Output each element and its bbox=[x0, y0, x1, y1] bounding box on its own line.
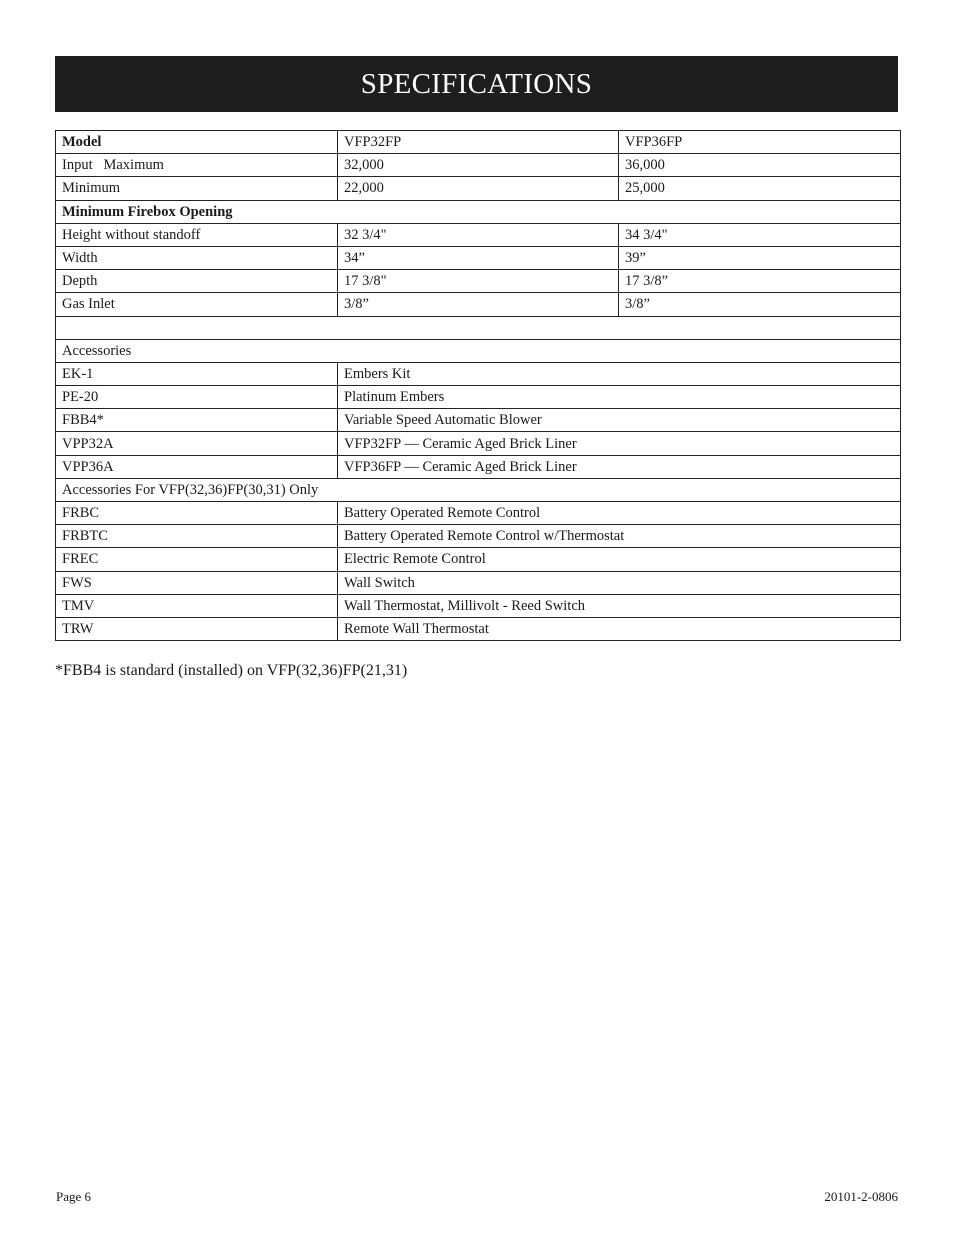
accessory-description: Remote Wall Thermostat bbox=[338, 617, 901, 640]
table-row bbox=[56, 154, 901, 177]
row-label: Depth bbox=[56, 270, 338, 293]
accessory-description: Battery Operated Remote Control bbox=[338, 502, 901, 525]
accessories-heading: Accessories bbox=[56, 339, 901, 362]
table-cell: 39” bbox=[619, 246, 901, 269]
table-cell: 22,000 bbox=[338, 177, 619, 200]
table-cell: 17 3/8" bbox=[338, 270, 619, 293]
table-cell: 25,000 bbox=[619, 177, 901, 200]
table-cell: 36,000 bbox=[619, 154, 901, 177]
row-label: Width bbox=[56, 246, 338, 269]
accessory-description: Battery Operated Remote Control w/Thermostat bbox=[338, 525, 901, 548]
table-row bbox=[56, 409, 901, 432]
accessory-description: Embers Kit bbox=[338, 362, 901, 385]
accessory-code: FRBC bbox=[56, 502, 338, 525]
table-row bbox=[56, 246, 901, 269]
accessory-code: VPP36A bbox=[56, 455, 338, 478]
accessory-description: Wall Switch bbox=[338, 571, 901, 594]
accessory-code: FBB4* bbox=[56, 409, 338, 432]
accessory-code: PE-20 bbox=[56, 386, 338, 409]
table-row bbox=[56, 386, 901, 409]
accessory-description: Platinum Embers bbox=[338, 386, 901, 409]
table-cell: 34” bbox=[338, 246, 619, 269]
accessory-code: FREC bbox=[56, 548, 338, 571]
row-label: Minimum bbox=[56, 177, 338, 200]
table-row bbox=[56, 432, 901, 455]
table-row bbox=[56, 502, 901, 525]
accessory-code: TMV bbox=[56, 594, 338, 617]
table-row bbox=[56, 223, 901, 246]
table-row bbox=[56, 293, 901, 316]
table-row bbox=[56, 525, 901, 548]
table-row bbox=[56, 177, 901, 200]
specifications-table bbox=[55, 130, 901, 641]
table-row bbox=[56, 594, 901, 617]
table-header-row bbox=[56, 131, 901, 154]
model-label-cell: Model bbox=[56, 131, 338, 154]
accessory-description: Variable Speed Automatic Blower bbox=[338, 409, 901, 432]
section-heading-row bbox=[56, 339, 901, 362]
accessory-code: EK-1 bbox=[56, 362, 338, 385]
accessory-code: FRBTC bbox=[56, 525, 338, 548]
accessories-only-heading: Accessories For VFP(32,36)FP(30,31) Only bbox=[56, 478, 901, 501]
table-row bbox=[56, 617, 901, 640]
accessory-description: VFP36FP — Ceramic Aged Brick Liner bbox=[338, 455, 901, 478]
section-heading-row bbox=[56, 478, 901, 501]
table-cell: 17 3/8” bbox=[619, 270, 901, 293]
accessory-description: Wall Thermostat, Millivolt - Reed Switch bbox=[338, 594, 901, 617]
table-row bbox=[56, 455, 901, 478]
accessory-code: VPP32A bbox=[56, 432, 338, 455]
table-cell: 3/8” bbox=[338, 293, 619, 316]
row-label: Height without standoff bbox=[56, 223, 338, 246]
row-label: Gas Inlet bbox=[56, 293, 338, 316]
page-number: Page 6 bbox=[56, 1189, 92, 1204]
accessory-code: FWS bbox=[56, 571, 338, 594]
footnote: *FBB4 is standard (installed) on VFP(32,36)FP(21,31) bbox=[55, 662, 408, 679]
table-row bbox=[56, 270, 901, 293]
blank-cell bbox=[56, 316, 901, 339]
table-row bbox=[56, 571, 901, 594]
blank-row bbox=[56, 316, 901, 339]
table-cell: 32 3/4" bbox=[338, 223, 619, 246]
table-cell: 32,000 bbox=[338, 154, 619, 177]
accessory-description: VFP32FP — Ceramic Aged Brick Liner bbox=[338, 432, 901, 455]
document-number: 20101-2-0806 bbox=[824, 1189, 898, 1204]
accessory-description: Electric Remote Control bbox=[338, 548, 901, 571]
table-cell: 34 3/4" bbox=[619, 223, 901, 246]
table-cell: 3/8” bbox=[619, 293, 901, 316]
model-vfp36fp-cell: VFP36FP bbox=[619, 131, 901, 154]
firebox-heading: Minimum Firebox Opening bbox=[56, 200, 901, 223]
section-heading-row bbox=[56, 200, 901, 223]
table-row bbox=[56, 548, 901, 571]
table-row bbox=[56, 362, 901, 385]
section-title: SPECIFICATIONS bbox=[360, 67, 593, 100]
row-label: Input Maximum bbox=[56, 154, 338, 177]
accessory-code: TRW bbox=[56, 617, 338, 640]
model-vfp32fp-cell: VFP32FP bbox=[338, 131, 619, 154]
section-banner bbox=[55, 56, 898, 112]
